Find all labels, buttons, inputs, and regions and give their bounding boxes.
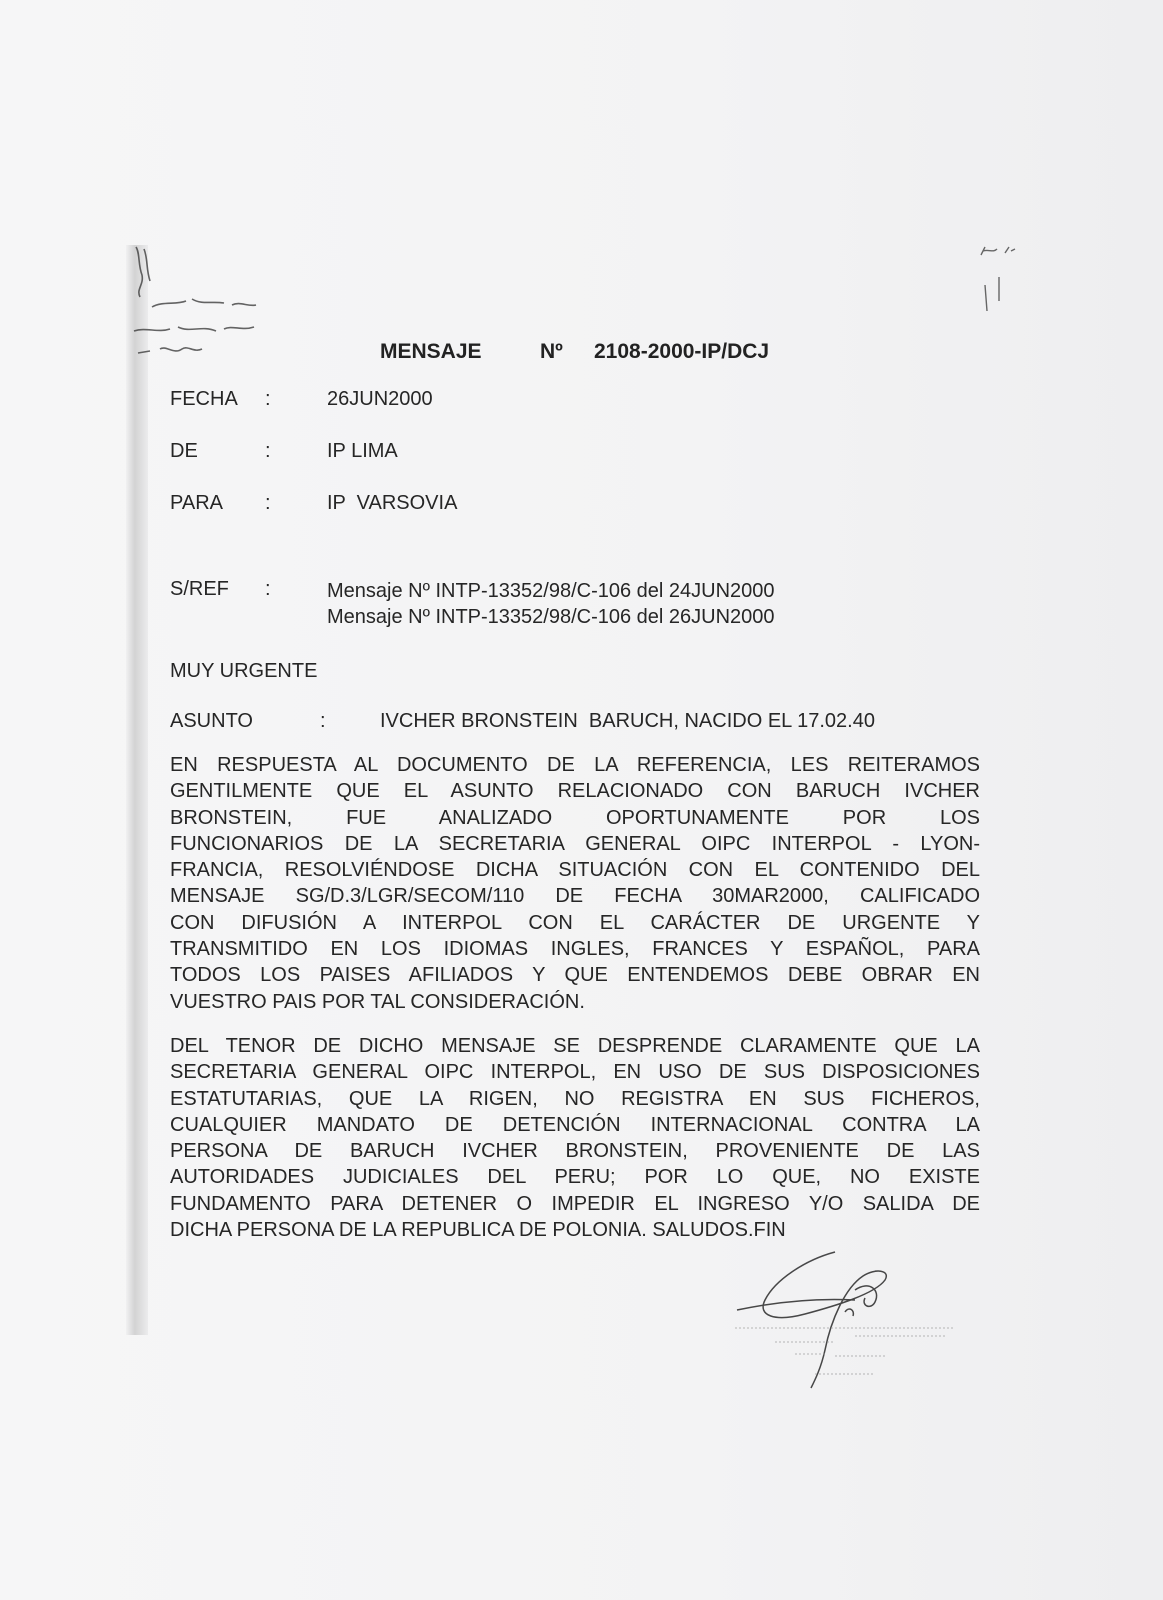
message-title: MENSAJE [380, 340, 482, 363]
sref-line: Mensaje Nº INTP-13352/98/C-106 del 24JUN2000 [327, 580, 775, 602]
paragraph-line: FRANCIA, RESOLVIÉNDOSE DICHA SITUACIÓN CON EL CONTENIDO DEL [170, 859, 980, 882]
para-label: PARA [170, 492, 223, 514]
paragraph-line: FUNCIONARIOS DE LA SECRETARIA GENERAL OIPC INTERPOL - LYON- [170, 832, 980, 855]
fecha-value: 26JUN2000 [327, 388, 433, 410]
fecha-label: FECHA [170, 388, 238, 410]
de-value: IP LIMA [327, 440, 398, 462]
para-value: IP VARSOVIA [327, 492, 458, 514]
paragraph-line: CON DIFUSIÓN A INTERPOL CON EL CARÁCTER DE URGENTE Y [170, 911, 980, 934]
sref-values [327, 578, 775, 630]
paragraph-line: CUALQUIER MANDATO DE DETENCIÓN INTERNACIONAL CONTRA LA [170, 1113, 980, 1136]
paragraph-line: TODOS LOS PAISES AFILIADOS Y QUE ENTENDEMOS DEBE OBRAR EN [170, 964, 980, 987]
de-label: DE [170, 440, 198, 462]
body-paragraph-1 [170, 752, 980, 1015]
asunto-value: IVCHER BRONSTEIN BARUCH, NACIDO EL 17.02.40 [380, 710, 875, 732]
number-label: Nº [540, 340, 563, 363]
paragraph-line: VUESTRO PAIS POR TAL CONSIDERACIÓN. [170, 990, 585, 1013]
paragraph-line: PERSONA DE BARUCH IVCHER BRONSTEIN, PROVENIENTE DE LAS [170, 1140, 980, 1163]
paragraph-line: AUTORIDADES JUDICIALES DEL PERU; POR LO QUE, NO EXISTE [170, 1166, 980, 1189]
asunto-label: ASUNTO [170, 710, 253, 732]
fecha-colon: : [265, 388, 271, 410]
paragraph-line: DEL TENOR DE DICHO MENSAJE SE DESPRENDE CLARAMENTE QUE LA [170, 1035, 980, 1057]
body-paragraph-2 [170, 1033, 980, 1243]
handwritten-signature [735, 1250, 965, 1390]
paragraph-line: BRONSTEIN, FUE ANALIZADO OPORTUNAMENTE POR LOS [170, 806, 980, 829]
priority-label: MUY URGENTE [170, 660, 318, 682]
paragraph-line: ESTATUTARIAS, QUE LA RIGEN, NO REGISTRA EN SUS FICHEROS, [170, 1087, 980, 1110]
scan-edge-shadow [126, 245, 148, 1335]
sref-line: Mensaje Nº INTP-13352/98/C-106 del 26JUN2000 [327, 606, 775, 628]
paragraph-line: FUNDAMENTO PARA DETENER O IMPEDIR EL INGRESO Y/O SALIDA DE [170, 1192, 980, 1215]
paragraph-line: GENTILMENTE QUE EL ASUNTO RELACIONADO CON BARUCH IVCHER [170, 780, 980, 803]
message-header [380, 340, 800, 370]
sref-colon: : [265, 578, 271, 600]
institutional-stamp [132, 245, 272, 365]
handwritten-mark [975, 245, 1035, 330]
paragraph-line: TRANSMITIDO EN LOS IDIOMAS INGLES, FRANCES Y ESPAÑOL, PARA [170, 938, 980, 961]
paragraph-line: DICHA PERSONA DE LA REPUBLICA DE POLONIA. SALUDOS.FIN [170, 1219, 786, 1242]
sref-label: S/REF [170, 578, 229, 600]
para-colon: : [265, 492, 271, 514]
paragraph-line: EN RESPUESTA AL DOCUMENTO DE LA REFERENCIA, LES REITERAMOS [170, 754, 980, 776]
asunto-colon: : [320, 710, 326, 732]
paragraph-line: MENSAJE SG/D.3/LGR/SECOM/110 DE FECHA 30MAR2000, CALIFICADO [170, 885, 980, 908]
de-colon: : [265, 440, 271, 462]
message-code: 2108-2000-IP/DCJ [594, 340, 770, 363]
paragraph-line: SECRETARIA GENERAL OIPC INTERPOL, EN USO DE SUS DISPOSICIONES [170, 1061, 980, 1084]
